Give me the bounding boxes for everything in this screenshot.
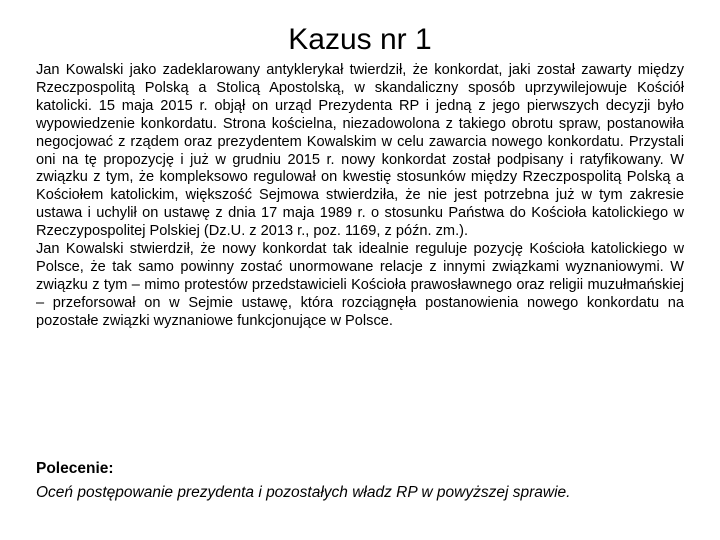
case-paragraph-1: Jan Kowalski jako zadeklarowany antyklerykał twierdził, że konkordat, jaki został zawarty między Rzeczpospolitą Polską a Stolicą Apostolską, w skandaliczny sposób uprzywilejowuje Kościół katolicki. 15 maja 2015 r. objął on urząd Prezydenta RP i jedną z jego pierwszych decyzji było wypowiedzenie konkordatu. Strona kościelna, niezadowolona z takiego obrotu spraw, postanowiła negocjować z rządem oraz prezydentem Kowalskim w celu zawarcia nowego konkordatu. Przystali oni na tę propozycję i już w grudniu 2015 r. nowy konkordat został podpisany i ratyfikowany. W związku z tym, że kompleksowo regulował on kwestię stosunków między Rzeczpospolitą Polską a Kościołem katolickim, większość Sejmowa stwierdziła, że nie jest potrzebna już w tym zakresie ustawa i uchylił on ustawę z dnia 17 maja 1989 r. o stosunku Państwa do Kościoła katolickiego w Rzeczypospolitej Polskiej (Dz.U. z 2013 r., poz. 1169, z późn. zm.). — [36, 62, 684, 240]
case-paragraph-2: Jan Kowalski stwierdził, że nowy konkordat tak idealnie reguluje pozycję Kościoła katolickiego w Polsce, że tak samo powinny zostać unormowane relacje z innymi związkami wyznaniowymi. W związku z tym – mimo protestów przedstawicieli Kościoła prawosławnego oraz religii muzułmańskiej – przeforsował on w Sejmie ustawę, która rozciągnęła postanowienia nowego konkordatu na pozostałe związki wyznaniowe funkcjonujące w Polsce. — [36, 241, 684, 329]
case-description — [36, 62, 684, 331]
task-section — [36, 457, 684, 505]
task-label: Polecenie: — [36, 460, 114, 477]
task-text: Oceń postępowanie prezydenta i pozostałych władz RP w powyższej sprawie. — [36, 484, 571, 501]
slide-title: Kazus nr 1 — [288, 23, 432, 56]
